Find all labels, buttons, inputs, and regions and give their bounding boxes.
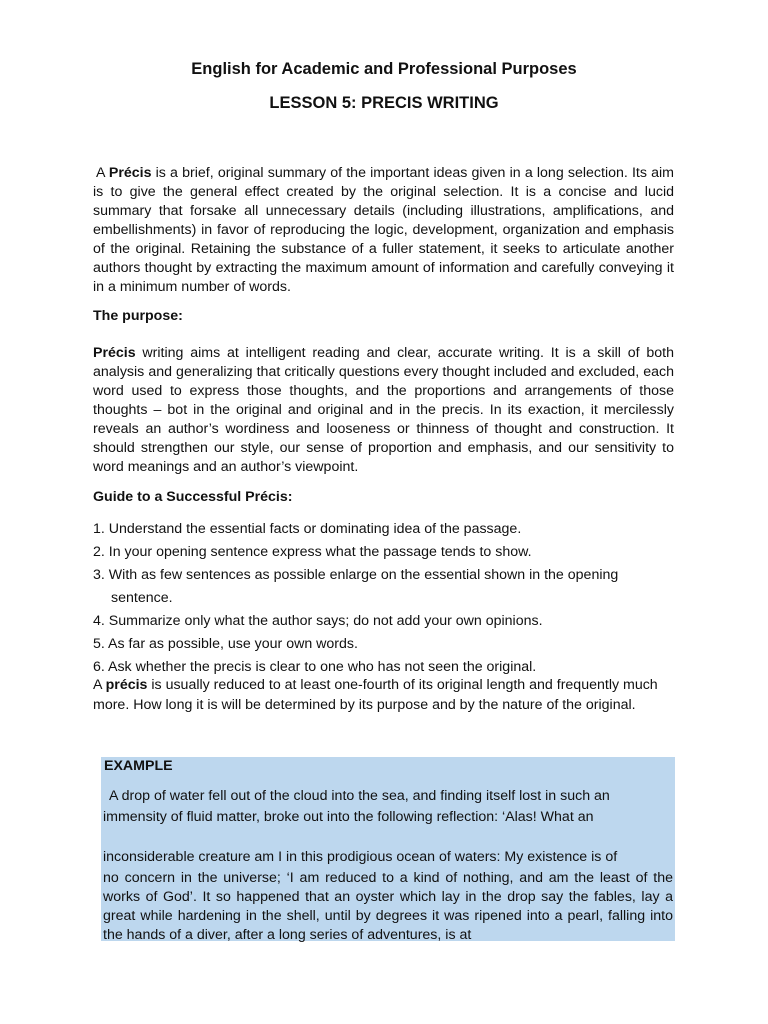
example-line: A drop of water fell out of the cloud into the sea, and finding itself lost in such an <box>109 788 610 804</box>
guide-list <box>93 518 683 679</box>
guide-heading: Guide to a Successful Précis: <box>93 489 293 505</box>
purpose-term: Précis <box>93 345 136 361</box>
intro-lead: A <box>96 165 109 181</box>
list-item: 4. Summarize only what the author says; do not add your own opinions. <box>93 613 543 629</box>
example-line: inconsiderable creature am I in this prodigious ocean of waters: My existence is of <box>103 849 618 865</box>
list-item: 6. Ask whether the precis is clear to one who has not seen the original. <box>93 659 537 675</box>
intro-term: Précis <box>108 165 152 181</box>
intro-text: is a brief, original summary of the important ideas given in a long selection. Its aim is to give the general effect created by the original selection. It is a concise and lucid summary that forsake all unnecessary details (including illustrations, amplifications, and embellishments) in favor of reproducing the logic, development, organization and emphasis of the original. Retaining the substance of a fuller statement, it seeks to articulate another authors thought by extracting the maximum amount of information and carefully conveying it in a minimum number of words. <box>93 165 674 295</box>
purpose-heading: The purpose: <box>93 308 183 324</box>
purpose-text: writing aims at intelligent reading and clear, accurate writing. It is a skill of both analysis and generalizing that critically questions every thought included and excluded, each word used to express those thoughts, and the proportions and arrangements of those thoughts – bot in the original and original and in the precis. In its exaction, it mercilessly reveals an author’s wordiness and looseness or thinness of thought and construction. It should strengthen our style, our sense of proportion and emphasis, and our sensitivity to word meanings and an author’s viewpoint. <box>93 345 674 475</box>
list-item: 5. As far as possible, use your own words. <box>93 636 358 652</box>
lesson-title: LESSON 5: PRECIS WRITING <box>269 94 499 112</box>
length-term: précis <box>105 677 148 693</box>
example-label: EXAMPLE <box>104 758 173 774</box>
example-continuation: no concern in the universe; ‘I am reduced to a kind of nothing, and am the least of the works of God’. It so happened that an oyster which lay in the drop say the fables, lay a great while hardening in the shell, until by degrees it was ripened into a pearl, falling into the hands of a diver, after a long series of adventures, is at <box>103 870 673 943</box>
list-item: 3. With as few sentences as possible enlarge on the essential shown in the opening sentence. <box>93 567 619 606</box>
purpose-paragraph <box>93 344 674 477</box>
list-item: 1. Understand the essential facts or dominating idea of the passage. <box>93 521 522 537</box>
length-lead: A <box>93 677 106 693</box>
intro-paragraph <box>93 164 674 297</box>
list-item: 2. In your opening sentence express what the passage tends to show. <box>93 544 532 560</box>
example-box <box>101 757 675 941</box>
course-title: English for Academic and Professional Purposes <box>191 60 577 78</box>
example-line: immensity of fluid matter, broke out into the following reflection: ‘Alas! What an <box>103 809 594 825</box>
length-note-paragraph <box>93 676 673 715</box>
length-text: is usually reduced to at least one-fourth of its original length and frequently much more. How long it is will be determined by its purpose and by the nature of the original. <box>93 677 658 713</box>
